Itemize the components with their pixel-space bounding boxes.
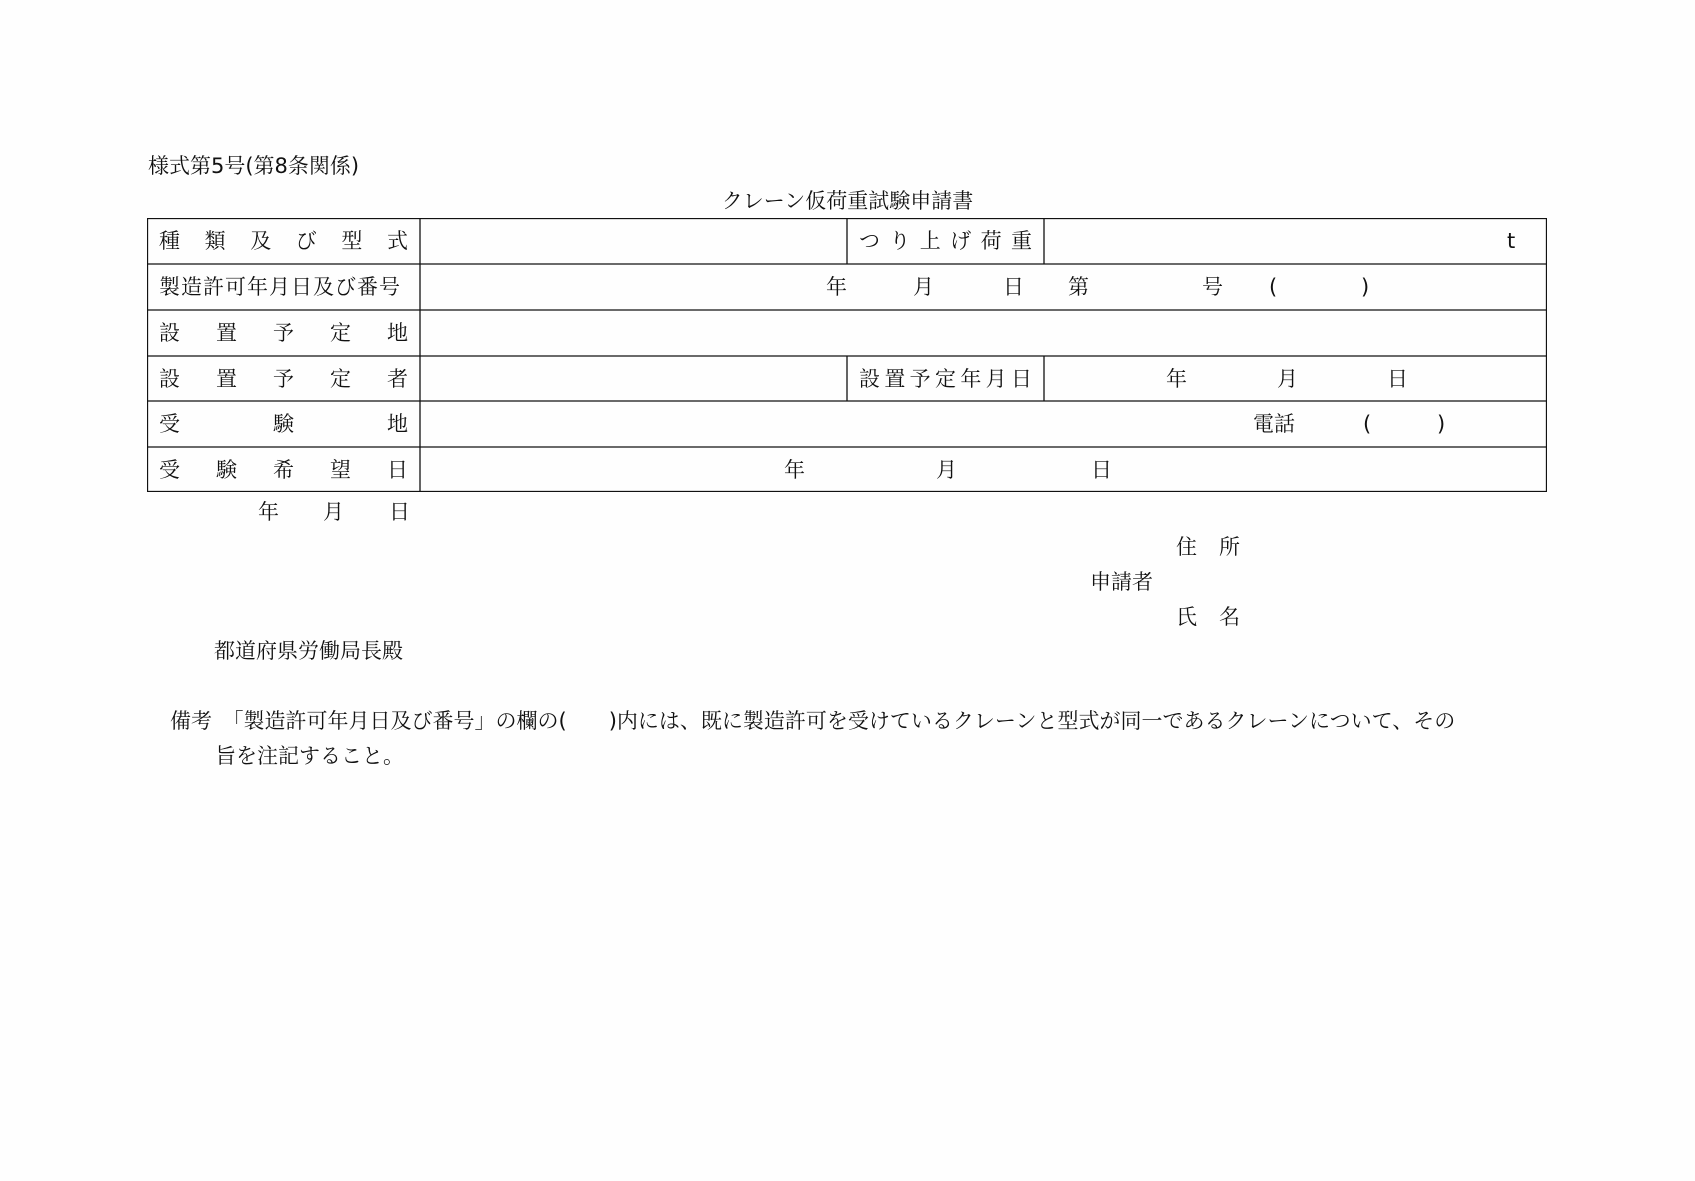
installer-label: 設 置 予 定 者 bbox=[159, 367, 408, 391]
form-title: クレーン仮荷重試験申請書 bbox=[721, 189, 974, 213]
exam-day: 日 bbox=[1091, 458, 1112, 482]
form-number: 様式第5号(第8条関係) bbox=[148, 154, 360, 178]
permit-year: 年 bbox=[826, 275, 847, 299]
manufacturing-permit-label: 製造許可年月日及び番号 bbox=[159, 275, 401, 299]
permit-go: 号 bbox=[1202, 275, 1223, 299]
addressee: 都道府県労働局長殿 bbox=[214, 639, 403, 663]
tonnage-unit: t bbox=[1507, 229, 1516, 253]
installation-date-label: 設 置 予 定 年 月 日 bbox=[859, 367, 1032, 391]
permit-paren-open: ( bbox=[1269, 275, 1278, 299]
lifting-load-label: つ り 上 げ 荷 重 bbox=[859, 229, 1032, 253]
permit-day: 日 bbox=[1003, 275, 1024, 299]
installation-year: 年 bbox=[1166, 367, 1187, 391]
submission-day: 日 bbox=[389, 500, 410, 524]
desired-exam-date-label: 受 験 希 望 日 bbox=[159, 458, 408, 482]
table-grid bbox=[147, 218, 1547, 492]
address-label: 住 所 bbox=[1176, 535, 1240, 559]
submission-month: 月 bbox=[323, 500, 344, 524]
permit-month: 月 bbox=[913, 275, 934, 299]
installation-month: 月 bbox=[1277, 367, 1298, 391]
permit-paren-close: ) bbox=[1361, 275, 1370, 299]
exam-site-label: 受 験 地 bbox=[159, 412, 408, 436]
remarks-line-1: 備考 「製造許可年月日及び番号」の欄の( )内には、既に製造許可を受けているクレーンと型式が同一であるクレーンについて、その bbox=[170, 709, 1456, 733]
phone-label: 電話 bbox=[1253, 412, 1295, 436]
installation-day: 日 bbox=[1387, 367, 1408, 391]
exam-month: 月 bbox=[936, 458, 957, 482]
name-label: 氏 名 bbox=[1176, 605, 1240, 629]
submission-date bbox=[258, 499, 410, 525]
type-model-label: 種 類 及 び 型 式 bbox=[159, 229, 408, 253]
exam-year: 年 bbox=[784, 458, 805, 482]
phone-paren-close: ) bbox=[1437, 412, 1446, 436]
application-table bbox=[147, 218, 1547, 492]
remarks-line-2: 旨を注記すること。 bbox=[215, 744, 404, 768]
installation-site-label: 設 置 予 定 地 bbox=[159, 321, 408, 345]
applicant-label: 申請者 bbox=[1090, 570, 1153, 594]
submission-year: 年 bbox=[258, 500, 279, 524]
phone-paren-open: ( bbox=[1363, 412, 1372, 436]
permit-dai: 第 bbox=[1068, 275, 1089, 299]
